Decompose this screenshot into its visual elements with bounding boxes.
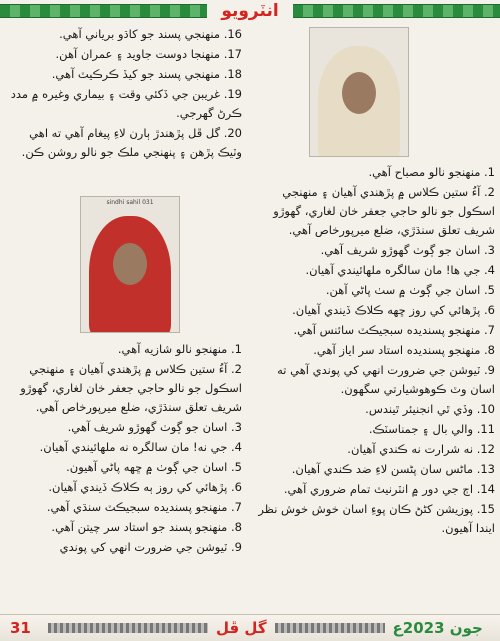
answer-item: 8. منهنجو پسند جو استاد سر چيتن آهي.: [51, 520, 242, 534]
answer-item: 8. منهنجو پسنديده استاد سر اياز آهي.: [313, 343, 495, 357]
answer-item: 2. آءُ ستين ڪلاس ۾ پڙهندي آهيان ۽ منهنجي اسڪول جو نالو حاجي جعفر خان لغاري، گهوڙو شريف تعلق سنڌڙي، ضلع ميرپورخاص آهي.: [20, 362, 242, 414]
photo-caption: sindhi sahil 031: [106, 199, 154, 206]
answer-item: 4. جي نه! مان سالگره نه ملهائيندي آهيان.: [39, 440, 242, 454]
interviewee-photo-shazia: [80, 196, 180, 333]
header-stripe-right: [293, 4, 500, 18]
answer-item: 10. وڏي ٿي انجنيئر ٿيندس.: [365, 402, 495, 416]
answer-item: 7. منهنجو پسنديده سبجيڪٽ سائنس آهي.: [293, 323, 495, 337]
answer-item: 5. اسان جي ڳوٺ ۾ سٺ پاڻي آهن.: [325, 283, 495, 297]
footer-rule-right: [275, 623, 385, 633]
left-column-second-interview: [6, 340, 242, 558]
answer-item: 16. منهنجي پسند جو کاڌو برياني آهي.: [59, 27, 242, 41]
answer-item: 19. غريبن جي ڏکئي وقت ۽ بيماري وغيره ۾ مدد ڪرڻ گهرجي.: [10, 87, 242, 120]
answer-item: 13. ماڻس سان پڻسن لاءِ ضد ڪندي آهيان.: [291, 462, 495, 476]
photo-face: [342, 72, 376, 114]
answer-item: 3. اسان جو ڳوٺ گهوڙو شريف آهي.: [67, 420, 242, 434]
answer-item: 18. منهنجي پسند جو کيڏ ڪرڪيٽ آهي.: [51, 67, 242, 81]
answer-item: 1. منهنجو نالو مصباح آهي.: [368, 165, 495, 179]
photo-face: [113, 243, 147, 285]
page-footer: [0, 614, 500, 641]
answer-item: 15. پوزيشن کڻڻ ڪان پوءِ اسان خوش خوش نظر ايندا آهيون.: [258, 502, 495, 535]
answer-item: 11. والي بال ۽ جمناسٽڪ.: [368, 422, 495, 436]
answer-item: 17. منهنجا دوست جاويد ۽ عمران آهن.: [55, 47, 242, 61]
answer-item: 4. جي ها! مان سالگره ملهائيندي آهيان.: [305, 263, 495, 277]
answer-item: 7. منهنجو پسنديده سبجيڪٽ سنڌي آهي.: [46, 500, 242, 514]
interviewee-photo-misbah: [309, 27, 409, 157]
answer-item: 20. گل ڦل پڙهندڙ ٻارن لاءِ پيغام آهي ته اهي وٽيڪ پڙهن ۽ پنهنجي ملڪ جو نالو روشن ڪن.: [21, 126, 242, 159]
page-header: [0, 0, 500, 22]
answer-item: 1. منهنجو نالو شازيه آهي.: [117, 342, 242, 356]
section-title: انٽرويو: [221, 1, 279, 21]
answer-item: 6. پڙهائي کي روز ڇهه ڪلاڪ ڏيندي آهيان.: [292, 303, 495, 317]
magazine-brand: گل ڦل: [216, 619, 267, 637]
right-column: [251, 25, 495, 539]
footer-rule-left: [48, 623, 208, 633]
issue-date: جون 2023ع: [392, 619, 483, 637]
page-number: 31: [10, 619, 31, 637]
answer-item: 9. ٽيوشن جي ضرورت انهي کي پوندي: [59, 540, 242, 554]
answer-item: 9. ٽيوشن جي ضرورت انهي کي پوندي آهي ته اسان وٽ ڪوهوشيارتي سگهون.: [277, 363, 495, 396]
answer-item: 5. اسان جي ڳوٺ ۾ ڇهه پاڻي آهيون.: [66, 460, 242, 474]
answer-item: 2. آءُ ستين ڪلاس ۾ پڙهندي آهيان ۽ منهنجي اسڪول جو نالو حاجي جعفر خان لغاري، گهوڙو شريف تعلق سنڌڙي، ضلع ميرپورخاص آهي.: [273, 185, 495, 237]
header-stripe-left: [0, 4, 207, 18]
left-column: [6, 25, 242, 163]
answer-item: 14. اڄ جي دور ۾ انٽرنيٽ تمام ضروري آهي.: [283, 482, 495, 496]
answer-item: 12. نه شرارت نه ڪندي آهيان.: [347, 442, 495, 456]
answer-item: 3. اسان جو ڳوٺ گهوڙو شريف آهي.: [320, 243, 495, 257]
answer-item: 6. پڙهائي کي روز ٻه ڪلاڪ ڏيندي آهيان.: [48, 480, 242, 494]
